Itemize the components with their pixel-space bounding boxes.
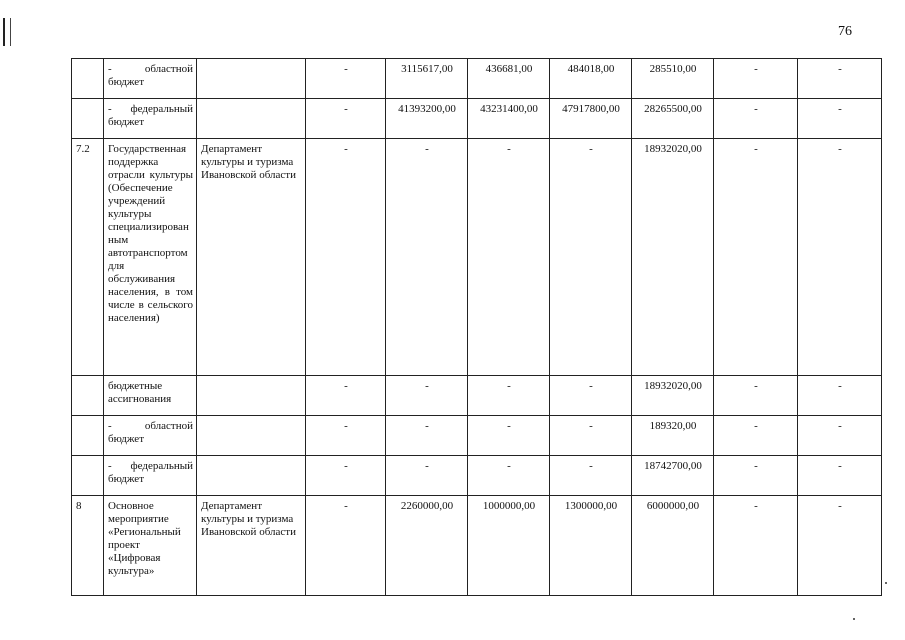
row-cell: 1300000,00 bbox=[550, 496, 632, 596]
row-cell: 28265500,00 bbox=[632, 99, 714, 139]
row-cell: - bbox=[468, 416, 550, 456]
row-cell: 6000000,00 bbox=[632, 496, 714, 596]
row-cell: 41393200,00 bbox=[386, 99, 468, 139]
row-index bbox=[72, 99, 104, 139]
row-department bbox=[197, 416, 306, 456]
row-cell: - bbox=[798, 416, 882, 456]
row-cell: - bbox=[714, 416, 798, 456]
row-cell: - bbox=[306, 139, 386, 376]
margin-binding-mark bbox=[3, 18, 11, 46]
row-cell: - bbox=[306, 416, 386, 456]
row-cell: 285510,00 bbox=[632, 59, 714, 99]
row-name: - областной бюджет bbox=[104, 416, 197, 456]
row-cell: - bbox=[714, 59, 798, 99]
budget-table bbox=[71, 58, 882, 596]
row-name: - федеральный бюджет bbox=[104, 456, 197, 496]
row-cell: - bbox=[798, 496, 882, 596]
row-cell: - bbox=[306, 496, 386, 596]
row-cell: 18932020,00 bbox=[632, 139, 714, 376]
row-cell: - bbox=[468, 376, 550, 416]
row-department: Департамент культуры и туризма Ивановской области bbox=[197, 139, 306, 376]
row-cell: 2260000,00 bbox=[386, 496, 468, 596]
row-cell: - bbox=[468, 456, 550, 496]
row-cell: - bbox=[306, 456, 386, 496]
row-cell: - bbox=[386, 456, 468, 496]
table-row bbox=[72, 376, 882, 416]
row-department bbox=[197, 376, 306, 416]
row-cell: 47917800,00 bbox=[550, 99, 632, 139]
scan-speck bbox=[853, 618, 855, 620]
row-index bbox=[72, 376, 104, 416]
row-cell: - bbox=[714, 496, 798, 596]
row-cell: - bbox=[550, 456, 632, 496]
row-index bbox=[72, 416, 104, 456]
page-number: 76 bbox=[838, 24, 852, 39]
row-cell: - bbox=[550, 416, 632, 456]
row-cell: 484018,00 bbox=[550, 59, 632, 99]
row-department: Департамент культуры и туризма Ивановской области bbox=[197, 496, 306, 596]
table-row bbox=[72, 456, 882, 496]
row-cell: 18932020,00 bbox=[632, 376, 714, 416]
row-name: - областной бюджет bbox=[104, 59, 197, 99]
row-department bbox=[197, 59, 306, 99]
row-cell: - bbox=[714, 99, 798, 139]
row-cell: - bbox=[550, 376, 632, 416]
row-name: - федеральный бюджет bbox=[104, 99, 197, 139]
row-cell: 1000000,00 bbox=[468, 496, 550, 596]
row-cell: - bbox=[386, 139, 468, 376]
scan-speck bbox=[885, 582, 887, 584]
row-name: Государственная поддержка отрасли культуры (Обеспечение учреждений культуры специализирован ным автотранспортом для обслуживания населения, в том числе в сельского населения) bbox=[104, 139, 197, 376]
row-cell: - bbox=[798, 59, 882, 99]
row-name: бюджетные ассигнования bbox=[104, 376, 197, 416]
row-cell: 43231400,00 bbox=[468, 99, 550, 139]
row-name: Основное мероприятие «Региональный проект «Цифровая культура» bbox=[104, 496, 197, 596]
row-cell: 18742700,00 bbox=[632, 456, 714, 496]
row-cell: - bbox=[798, 456, 882, 496]
row-department bbox=[197, 99, 306, 139]
table-row bbox=[72, 416, 882, 456]
row-department bbox=[197, 456, 306, 496]
table-row bbox=[72, 139, 882, 376]
row-cell: 3115617,00 bbox=[386, 59, 468, 99]
row-index: 8 bbox=[72, 496, 104, 596]
row-cell: - bbox=[714, 139, 798, 376]
table-row bbox=[72, 496, 882, 596]
row-cell: - bbox=[306, 59, 386, 99]
table-row bbox=[72, 99, 882, 139]
row-cell: - bbox=[386, 376, 468, 416]
row-cell: 189320,00 bbox=[632, 416, 714, 456]
row-cell: - bbox=[798, 376, 882, 416]
row-index bbox=[72, 456, 104, 496]
row-cell: - bbox=[798, 139, 882, 376]
table-row bbox=[72, 59, 882, 99]
row-cell: - bbox=[714, 456, 798, 496]
row-cell: 436681,00 bbox=[468, 59, 550, 99]
row-cell: - bbox=[550, 139, 632, 376]
row-cell: - bbox=[714, 376, 798, 416]
row-cell: - bbox=[306, 99, 386, 139]
row-cell: - bbox=[386, 416, 468, 456]
row-index bbox=[72, 59, 104, 99]
row-cell: - bbox=[306, 376, 386, 416]
row-cell: - bbox=[468, 139, 550, 376]
row-cell: - bbox=[798, 99, 882, 139]
row-index: 7.2 bbox=[72, 139, 104, 376]
